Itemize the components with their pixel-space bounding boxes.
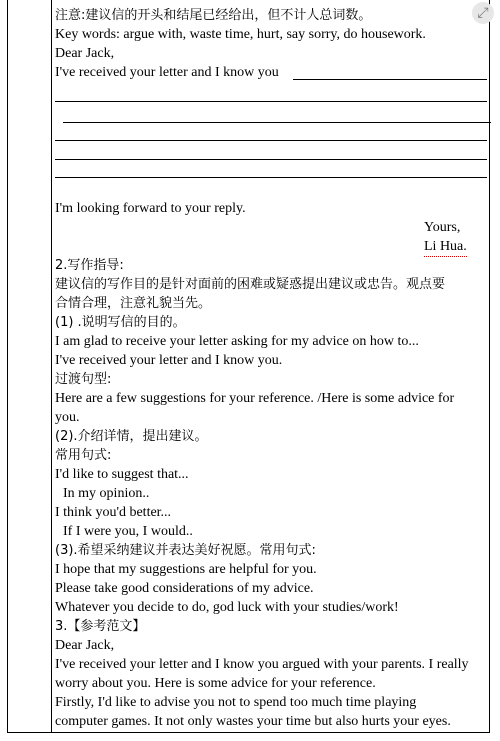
example-sentence: I think you'd better... — [55, 505, 172, 520]
sign-name: Li Hua. — [424, 237, 467, 257]
sample-paragraph: computer games. It not only wastes your time but also hurts your eyes. — [55, 714, 451, 729]
example-sentence: Please take good considerations of my advice. — [55, 581, 314, 596]
example-sentence: I've received your letter and I know you. — [55, 353, 283, 368]
step1-heading: (1) .说明写信的目的。 — [55, 315, 186, 330]
blank-line — [55, 159, 487, 160]
example-sentence: Whatever you decide to do, god luck with your studies/work! — [55, 600, 399, 615]
sample-paragraph: worry about you. Here is some advice for your reference. — [55, 676, 376, 691]
blank-line — [55, 140, 487, 141]
sample-paragraph: Firstly, I'd like to advise you not to spend too much time playing — [55, 695, 417, 710]
example-sentence: Here are a few suggestions for your reference. /Here is some advice for — [55, 391, 455, 406]
sample-paragraph: I've received your letter and I know you argued with your parents. I really — [55, 657, 469, 672]
transition-title: 过渡句型: — [55, 372, 112, 387]
example-sentence: If I were you, I would.. — [63, 524, 193, 539]
guide-intro: 合情合理，注意礼貌当先。 — [55, 296, 212, 311]
letter-opening: I've received your letter and I know you — [55, 65, 279, 80]
blank-line — [63, 122, 491, 123]
example-sentence: In my opinion.. — [63, 486, 150, 501]
blank-line — [55, 101, 487, 102]
example-sentence: I am glad to receive your letter asking for my advice on how to... — [55, 334, 419, 349]
step2-heading: (2).介绍详情，提出建议。 — [55, 429, 208, 444]
example-sentence: I'd like to suggest that... — [55, 467, 189, 482]
keywords-line: Key words: argue with, waste time, hurt, say sorry, do housework. — [55, 27, 426, 42]
blank-line — [55, 177, 487, 178]
common-title: 常用句式: — [55, 448, 112, 463]
sample-title: 3.【参考范文】 — [55, 619, 146, 634]
letter-closing: I'm looking forward to your reply. — [55, 201, 246, 216]
blank-line — [293, 79, 487, 80]
column-divider — [51, 0, 52, 733]
guide-intro: 建议信的写作目的是针对面前的困难或疑惑提出建议或忠告。观点要 — [55, 277, 446, 292]
letter-greeting: Dear Jack, — [55, 46, 115, 61]
sample-greeting: Dear Jack, — [55, 638, 115, 653]
note-line: 注意:建议信的开头和结尾已经给出，但不计人总词数。 — [55, 8, 372, 23]
sign-yours: Yours, — [424, 220, 461, 235]
step3-heading: (3).希望采纳建议并表达美好祝愿。常用句式: — [55, 543, 316, 558]
example-sentence: you. — [55, 410, 80, 425]
guide-title: 2.写作指导: — [55, 258, 124, 273]
example-sentence: I hope that my suggestions are helpful for you. — [55, 562, 317, 577]
expand-icon[interactable]: ⤢ — [472, 2, 494, 24]
